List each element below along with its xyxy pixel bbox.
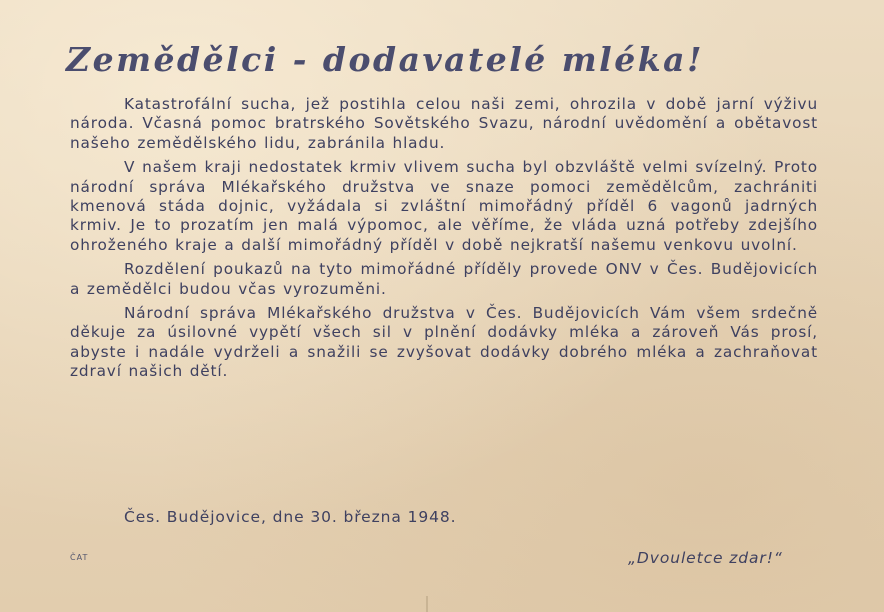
document-title: Zemědělci - dodavatelé mléka!: [66, 40, 704, 79]
paragraph-2: V našem kraji nedostatek krmiv vlivem sucha byl obzvláště velmi svízelný. Proto národní správa Mlékařského družstva ve snaze pomoci zemědělcům, zachrániti kmenová stáda dojnic, vyžádala si zvláštní mimořádný příděl 6 vagonů jadrných krmiv. Je to prozatím jen malá výpomoc, ale věříme, že vláda uzná potřeby zdejšího ohroženého kraje a další mimořádný příděl v době nejkratší našemu venkovu uvolní.: [70, 158, 818, 254]
paragraph-3: Rozdělení poukazů na tyto mimořádné příděly provede ONV v Čes. Budějovicích a zemědělci budou včas vyrozuměni.: [70, 260, 818, 298]
paragraph-4: Národní správa Mlékařského družstva v Čes. Budějovicích Vám všem srdečně děkuje za úsilovné vypětí všech sil v plnění dodávky mléka a zároveň Vás prosí, abyste i nadále vydrželi a snažili se zvyšovat dodávky dobrého mléka a zachraňovat zdraví našich dětí.: [70, 304, 818, 381]
document-body: [70, 95, 818, 387]
date-line: Čes. Budějovice, dne 30. března 1948.: [124, 508, 457, 526]
slogan: „Dvouletce zdar!“: [628, 549, 783, 567]
paragraph-1: Katastrofální sucha, jež postihla celou naši zemi, ohrozila v době jarní výživu národa. Včasná pomoc bratrského Sovětského Svazu, národní uvědomění a obětavost našeho zemědělského lidu, zabránila hladu.: [70, 95, 818, 152]
paper-fold-mark: [426, 596, 428, 612]
printer-mark: ČAT: [70, 553, 89, 562]
